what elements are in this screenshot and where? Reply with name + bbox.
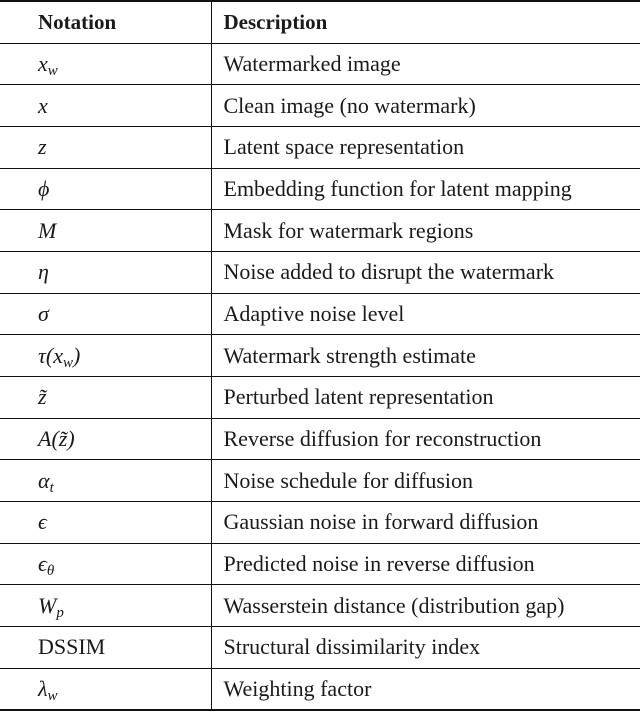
notation-cell	[0, 377, 211, 419]
description-cell: Reverse diffusion for reconstruction	[223, 426, 542, 452]
description-cell: Noise added to disrupt the watermark	[223, 259, 555, 285]
notation-symbol: W	[38, 592, 57, 618]
notation-symbol: DSSIM	[38, 634, 106, 660]
table-row	[0, 460, 640, 502]
table-row	[0, 668, 640, 710]
header-description: Description	[223, 9, 328, 34]
notation-symbol: M	[38, 217, 57, 243]
table-row	[0, 627, 640, 669]
description-cell: Latent space representation	[223, 134, 465, 160]
notation-cell	[0, 251, 211, 293]
header-notation: Notation	[0, 1, 211, 43]
description-cell: Watermark strength estimate	[223, 342, 476, 368]
description-cell: Structural dissimilarity index	[223, 634, 481, 660]
notation-subscript: w	[47, 62, 58, 79]
notation-cell	[0, 502, 211, 544]
description-cell: Mask for watermark regions	[223, 217, 474, 243]
notation-subscript: t	[49, 479, 54, 496]
notation-symbol: ϕ	[38, 175, 50, 201]
description-cell: Predicted noise in reverse diffusion	[223, 551, 535, 577]
notation-cell	[0, 43, 211, 85]
notation-symbol: ϵ	[38, 551, 47, 577]
table-row	[0, 293, 640, 335]
description-cell: Adaptive noise level	[223, 300, 405, 326]
table-row	[0, 168, 640, 210]
description-cell: Gaussian noise in forward diffusion	[223, 509, 539, 535]
notation-symbol: z̃	[38, 384, 47, 410]
notation-cell	[0, 293, 211, 335]
description-cell: Weighting factor	[223, 675, 372, 701]
notation-symbol: A(z̃)	[38, 426, 75, 452]
notation-cell	[0, 126, 211, 168]
table-row	[0, 418, 640, 460]
notation-symbol: x	[38, 92, 48, 118]
notation-cell	[0, 585, 211, 627]
notation-symbol: η	[38, 259, 49, 285]
description-cell: Noise schedule for diffusion	[223, 467, 473, 493]
notation-symbol: σ	[38, 300, 49, 326]
notation-suffix: )	[72, 342, 81, 368]
table-row	[0, 210, 640, 252]
notation-cell	[0, 418, 211, 460]
description-cell: Perturbed latent representation	[223, 384, 494, 410]
notation-symbol: λ	[38, 675, 48, 701]
description-cell: Wasserstein distance (distribution gap)	[223, 592, 565, 618]
table-row	[0, 126, 640, 168]
table-row	[0, 502, 640, 544]
notation-cell	[0, 335, 211, 377]
notation-subscript: p	[56, 604, 64, 621]
notation-subscript: θ	[46, 563, 55, 580]
notation-cell	[0, 168, 211, 210]
notation-cell	[0, 627, 211, 669]
table-row	[0, 377, 640, 419]
notation-symbol: z	[38, 134, 47, 160]
notation-cell	[0, 668, 211, 710]
table-row	[0, 85, 640, 127]
description-cell: Embedding function for latent mapping	[223, 175, 572, 201]
notation-cell	[0, 85, 211, 127]
description-cell: Watermarked image	[223, 50, 401, 76]
description-cell: Clean image (no watermark)	[223, 92, 476, 118]
notation-symbol: ϵ	[38, 509, 47, 535]
table-row	[0, 335, 640, 377]
notation-cell	[0, 543, 211, 585]
notation-symbol: τ(x	[38, 342, 63, 368]
table-body	[0, 43, 640, 710]
table-row	[0, 585, 640, 627]
notation-subscript: w	[47, 687, 58, 704]
table-header	[0, 1, 640, 43]
notation-symbol: x	[38, 50, 48, 76]
table-row	[0, 251, 640, 293]
notation-cell	[0, 460, 211, 502]
notation-symbol: α	[38, 467, 50, 493]
notation-cell	[0, 210, 211, 252]
table-row	[0, 543, 640, 585]
table-row	[0, 43, 640, 85]
header-row	[0, 1, 640, 43]
notation-subscript: w	[62, 354, 73, 371]
